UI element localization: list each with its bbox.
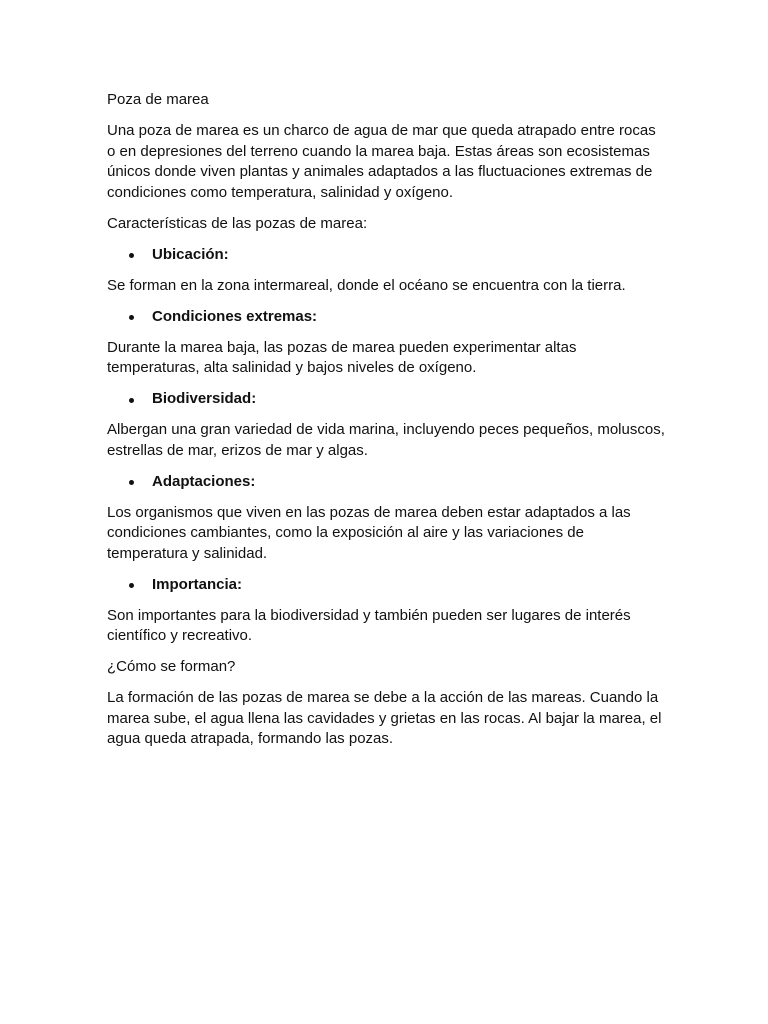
bullet-biodiversidad: [107, 389, 667, 410]
bullet-adaptaciones: [107, 472, 667, 493]
bullet-condiciones-extremas: [107, 307, 667, 328]
bullet-importancia: [107, 575, 667, 596]
document-title: Poza de marea: [107, 91, 209, 108]
importancia-paragraph: Son importantes para la biodiversidad y también pueden ser lugares de interés científico y recreativo.: [107, 606, 631, 644]
ubicacion-paragraph: Se forman en la zona intermareal, donde el océano se encuentra con la tierra.: [107, 276, 626, 294]
bullet-label: Condiciones extremas:: [152, 307, 318, 325]
bullet-label: Adaptaciones:: [152, 472, 256, 490]
document-body: [107, 90, 667, 760]
formation-paragraph: La formación de las pozas de marea se debe a la acción de las mareas. Cuando la marea sube, el agua llena las cavidades y grietas en las rocas. Al bajar la marea, el agua queda atrapada, formando las pozas.: [107, 689, 662, 747]
bullet-label: Ubicación:: [152, 245, 229, 263]
bullet-icon: [129, 315, 134, 320]
bullet-label: Biodiversidad:: [152, 390, 257, 407]
formation-heading: ¿Cómo se forman?: [107, 658, 236, 675]
bullet-label: Importancia:: [152, 575, 243, 593]
bullet-icon: [129, 253, 134, 258]
condiciones-extremas-paragraph: Durante la marea baja, las pozas de marea pueden experimentar altas temperaturas, alta salinidad y bajos niveles de oxígeno.: [107, 338, 577, 376]
characteristics-heading: Características de las pozas de marea:: [107, 214, 368, 232]
intro-paragraph: Una poza de marea es un charco de agua de mar que queda atrapado entre rocas o en depresiones del terreno cuando la marea baja. Estas áreas son ecosistemas únicos donde viven plantas y animales adaptados a las fluctuaciones extremas de condiciones como temperatura, salinidad y oxígeno.: [107, 122, 656, 201]
bullet-icon: [129, 398, 134, 403]
bullet-icon: [129, 480, 134, 485]
bullet-icon: [129, 583, 134, 588]
biodiversidad-paragraph: Albergan una gran variedad de vida marina, incluyendo peces pequeños, moluscos, estrellas de mar, erizos de mar y algas.: [107, 421, 665, 459]
bullet-ubicacion: [107, 245, 667, 266]
adaptaciones-paragraph: Los organismos que viven en las pozas de marea deben estar adaptados a las condiciones cambiantes, como la exposición al aire y las variaciones de temperatura y salinidad.: [107, 503, 631, 562]
